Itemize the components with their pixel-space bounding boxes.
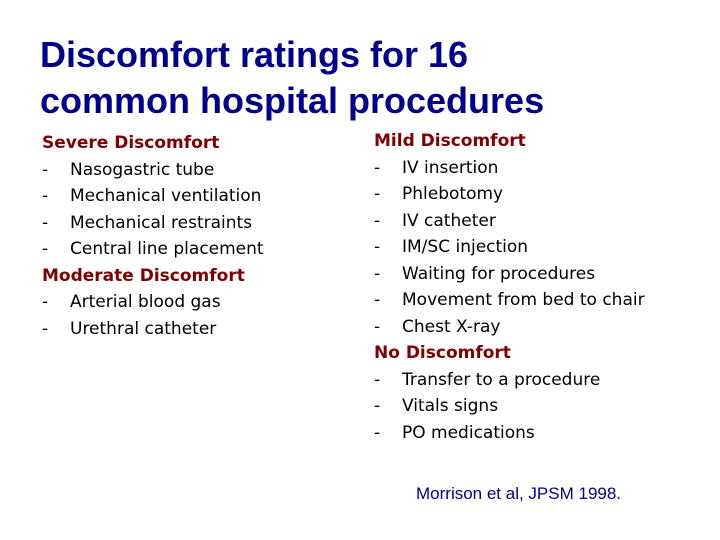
list-item-text: Nasogastric tube	[70, 159, 215, 180]
moderate-discomfort-list	[42, 263, 342, 343]
dash-marker: -	[374, 396, 381, 416]
dash-marker: -	[374, 210, 381, 231]
list-item	[42, 183, 342, 210]
list-item-text: Waiting for procedures	[402, 263, 596, 284]
list-item-text: IV catheter	[402, 210, 496, 231]
severe-discomfort-heading: Severe Discomfort	[42, 133, 220, 153]
list-item-text: IV insertion	[402, 157, 499, 178]
list-item	[374, 234, 694, 261]
list-item-text: Urethral catheter	[70, 318, 217, 339]
mild-discomfort-heading: Mild Discomfort	[374, 131, 526, 151]
list-item	[374, 155, 694, 182]
left-column	[42, 130, 342, 342]
slide-title-line-1: Discomfort ratings for 16	[40, 34, 469, 75]
list-item-text: Arterial blood gas	[70, 292, 221, 312]
list-item-text: Chest X-ray	[402, 316, 501, 337]
list-item-text: Central line placement	[70, 239, 264, 259]
list-item	[374, 261, 694, 288]
list-item-text: Movement from bed to chair	[402, 290, 645, 310]
list-item-text: Mechanical restraints	[70, 212, 253, 233]
list-item	[374, 367, 694, 394]
dash-marker: -	[374, 422, 381, 443]
list-item	[374, 208, 694, 235]
dash-marker: -	[42, 186, 49, 206]
list-item-text: PO medications	[402, 422, 535, 443]
dash-marker: -	[374, 184, 381, 204]
list-item	[374, 181, 694, 208]
dash-marker: -	[42, 318, 49, 339]
dash-marker: -	[374, 316, 381, 337]
dash-marker: -	[42, 159, 49, 180]
no-discomfort-list	[374, 340, 694, 446]
list-item-text: Phlebotomy	[402, 184, 504, 204]
slide-title-line-2: common hospital procedures	[40, 80, 545, 121]
list-item	[374, 420, 694, 447]
list-item	[374, 314, 694, 341]
mild-discomfort-list	[374, 128, 694, 340]
list-item	[42, 236, 342, 263]
list-item	[42, 289, 342, 316]
dash-marker: -	[374, 263, 381, 284]
list-item-text: Mechanical ventilation	[70, 186, 262, 206]
severe-discomfort-list	[42, 130, 342, 263]
dash-marker: -	[374, 290, 381, 310]
dash-marker: -	[374, 237, 381, 257]
list-item	[42, 316, 342, 343]
no-discomfort-heading: No Discomfort	[374, 343, 511, 363]
dash-marker: -	[42, 239, 49, 259]
list-item	[42, 157, 342, 184]
dash-marker: -	[42, 292, 49, 312]
citation: Morrison et al, JPSM 1998.	[416, 484, 622, 503]
slide-title	[40, 32, 680, 124]
list-item-text: Transfer to a procedure	[402, 369, 601, 390]
dash-marker: -	[374, 157, 381, 178]
dash-marker: -	[374, 369, 381, 390]
list-item	[374, 287, 694, 314]
moderate-discomfort-heading: Moderate Discomfort	[42, 265, 245, 286]
list-item	[374, 393, 694, 420]
list-item-text: Vitals signs	[402, 396, 499, 416]
list-item	[42, 210, 342, 237]
dash-marker: -	[42, 212, 49, 233]
right-column	[374, 128, 694, 446]
list-item-text: IM/SC injection	[402, 237, 529, 257]
